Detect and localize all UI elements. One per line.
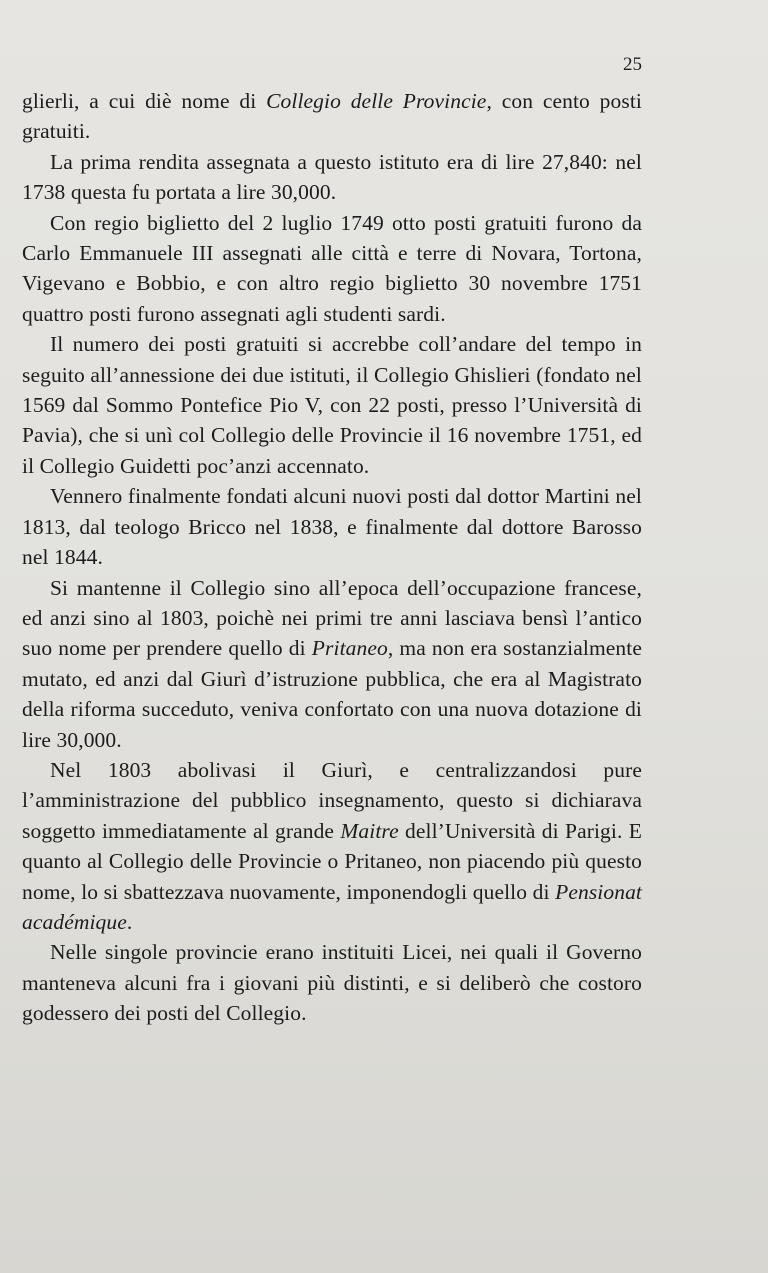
body-text	[22, 86, 642, 1029]
italic-text: Collegio delle Provincie	[266, 89, 487, 113]
italic-text: Pritaneo	[311, 636, 388, 661]
paragraph	[22, 755, 642, 937]
text-segment: , ma non era sostanzialmente mutato, ed anzi dal Giurì d’istruzione pubblica, che era al Magistrato della riforma succeduto, veniva confortato con una nuova dotazione di lire 30,000.	[22, 636, 642, 752]
text-segment: , con cento posti gratuiti.	[22, 89, 642, 144]
page-number: 25	[623, 54, 642, 75]
text-segment: dell’Università di Parigi. E quanto al Collegio delle Provincie o Pritaneo, non piacendo più questo nome, lo si sbattezzava nuovamente, imponendogli quello di	[22, 818, 643, 904]
paragraph	[22, 86, 642, 147]
paragraph	[22, 147, 642, 208]
text-segment: Con regio biglietto del 2 luglio 1749 otto posti gratuiti furono da Carlo Emmanuele III assegnati alle città e terre di Novara, Tortona, Vigevano e Bobbio, e con altro regio biglietto 30 novembre 1751 quattro posti furono assegnati agli studenti sardi.	[22, 210, 642, 326]
text-segment: Nel 1803 abolivasi il Giurì, e centralizzandosi pure l’amministrazione del pubblico insegnamento, questo si dichiarava soggetto immediatamente al grande	[22, 757, 642, 843]
text-segment: glierli, a cui diè nome di	[22, 89, 267, 113]
paragraph	[22, 937, 642, 1028]
paragraph	[22, 481, 642, 572]
text-segment: .	[126, 909, 133, 934]
italic-text: Maitre	[340, 818, 399, 843]
paragraph	[22, 573, 642, 755]
text-segment: Vennero finalmente fondati alcuni nuovi posti dal dottor Martini nel 1813, dal teologo Bricco nel 1838, e finalmente dal dottore Barosso nel 1844.	[22, 484, 642, 570]
text-segment: Il numero dei posti gratuiti si accrebbe coll’andare del tempo in seguito all’annessione dei due istituti, il Collegio Ghislieri (fondato nel 1569 dal Sommo Pontefice Pio V, con 22 posti, presso l’Università di Pavia), che si unì col Collegio delle Provincie il 16 novembre 1751, ed il Collegio Guidetti poc’anzi accennato.	[22, 332, 642, 478]
paragraph	[22, 329, 642, 481]
text-segment: La prima rendita assegnata a questo istituto era di lire 27,840: nel 1738 questa fu portata a lire 30,000.	[22, 149, 642, 205]
paragraph	[22, 208, 642, 330]
italic-text: Pensionat académique	[22, 879, 642, 934]
text-segment: Nelle singole provincie erano instituiti Licei, nei quali il Governo manteneva alcuni fra i giovani più distinti, e si deliberò che costoro godessero dei posti del Collegio.	[22, 940, 642, 1026]
text-segment: Si mantenne il Collegio sino all’epoca dell’occupazione francese, ed anzi sino al 1803, poichè nei primi tre anni lasciava bensì l’antico suo nome per prendere quello di	[22, 575, 642, 661]
